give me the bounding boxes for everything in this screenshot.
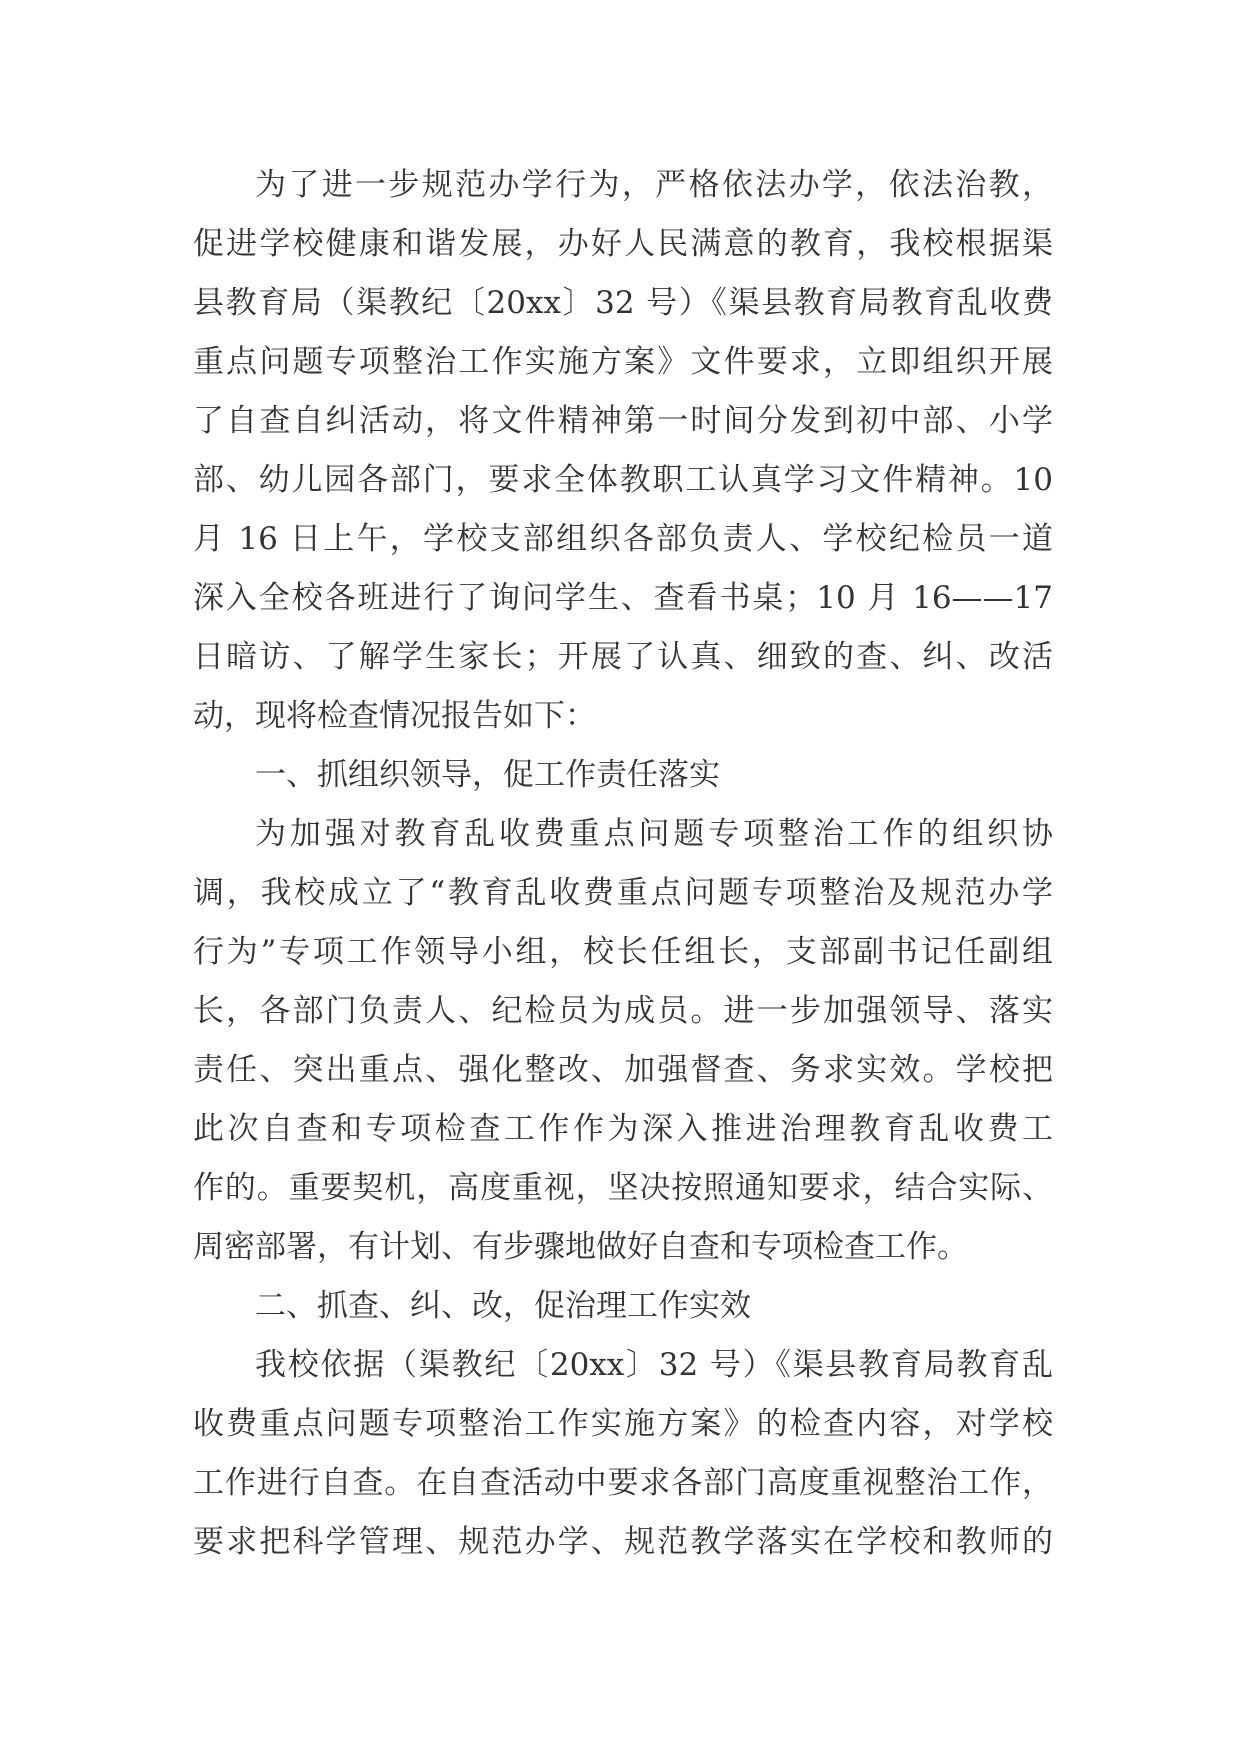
paragraph-1-line-8: 深入全校各班进行了询问学生、查看书桌；10 月 16——17 <box>193 580 1053 616</box>
paragraph-2-line-6: 此次自查和专项检查工作作为深入推进治理教育乱收费工 <box>193 1111 1053 1147</box>
paragraph-2-line-8: 周密部署，有计划、有步骤地做好自查和专项检查工作。 <box>193 1229 968 1265</box>
paragraph-2-line-3: 行为”专项工作领导小组，校长任组长，支部副书记任副组 <box>193 934 1053 970</box>
paragraph-1-line-10: 动，现将检查情况报告如下： <box>193 698 596 734</box>
paragraph-1-line-3: 县教育局（渠教纪〔20xx〕32 号）《渠县教育局教育乱收费 <box>193 285 1053 321</box>
paragraph-1-line-5: 了自查自纠活动，将文件精神第一时间分发到初中部、小学 <box>193 403 1053 439</box>
paragraph-3-line-2: 收费重点问题专项整治工作实施方案》的检查内容，对学校 <box>193 1406 1053 1442</box>
paragraph-1-line-1: 为了进一步规范办学行为，严格依法办学，依法治教， <box>255 167 1053 203</box>
paragraph-3-line-3: 工作进行自查。在自查活动中要求各部门高度重视整治工作， <box>193 1465 1053 1501</box>
paragraph-2-line-7: 作的。重要契机，高度重视，坚决按照通知要求，结合实际、 <box>193 1170 1053 1206</box>
paragraph-1-line-9: 日暗访、了解学生家长；开展了认真、细致的查、纠、改活 <box>193 639 1053 675</box>
paragraph-1-line-6: 部、幼儿园各部门，要求全体教职工认真学习文件精神。10 <box>193 462 1053 498</box>
paragraph-2-line-2: 调，我校成立了“教育乱收费重点问题专项整治及规范办学 <box>193 875 1053 911</box>
section-heading-2: 二、抓查、纠、改，促治理工作实效 <box>255 1288 751 1324</box>
paragraph-1-line-7: 月 16 日上午，学校支部组织各部负责人、学校纪检员一道 <box>193 521 1053 557</box>
paragraph-1-line-2: 促进学校健康和谐发展，办好人民满意的教育，我校根据渠 <box>193 226 1053 262</box>
document-page <box>193 156 1053 1572</box>
paragraph-3-line-1: 我校依据（渠教纪〔20xx〕32 号）《渠县教育局教育乱 <box>255 1347 1053 1383</box>
paragraph-3-line-4: 要求把科学管理、规范办学、规范教学落实在学校和教师的 <box>193 1524 1053 1560</box>
section-heading-1: 一、抓组织领导，促工作责任落实 <box>255 757 720 793</box>
paragraph-1-line-4: 重点问题专项整治工作实施方案》文件要求，立即组织开展 <box>193 344 1053 380</box>
paragraph-2-line-5: 责任、突出重点、强化整改、加强督查、务求实效。学校把 <box>193 1052 1053 1088</box>
paragraph-2-line-4: 长，各部门负责人、纪检员为成员。进一步加强领导、落实 <box>193 993 1053 1029</box>
paragraph-2-line-1: 为加强对教育乱收费重点问题专项整治工作的组织协 <box>255 816 1053 852</box>
